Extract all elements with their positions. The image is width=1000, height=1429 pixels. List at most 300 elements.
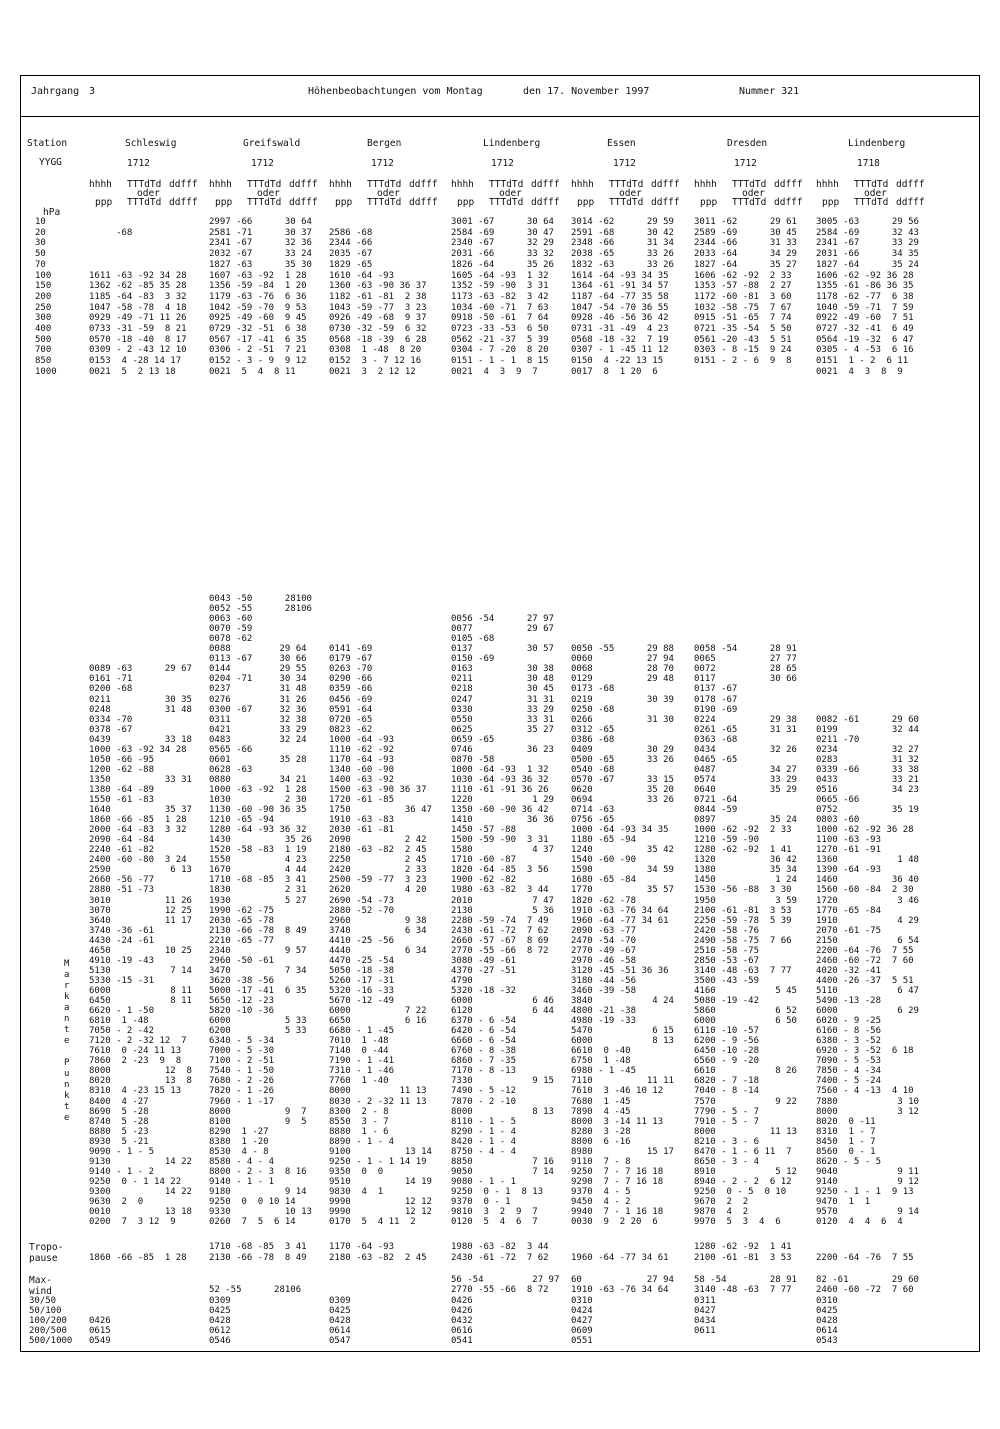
table-cell: 0309 (209, 1296, 231, 1306)
table-cell: 2460 -60 -72 7 60 (816, 1285, 914, 1295)
table-cell: 4800 -21 -38 (571, 1006, 637, 1017)
table-cell: 6750 1 -48 (571, 1056, 631, 1067)
table-cell: 0550 33 31 (451, 714, 554, 725)
table-cell: 2180 -63 -82 2 45 (329, 845, 427, 856)
table-cell: 2880 -52 -70 (329, 905, 395, 916)
table-cell: 0300 -67 32 36 (209, 704, 307, 715)
table-cell: 4790 (451, 975, 473, 986)
table-cell: 0561 -20 -43 5 51 (694, 334, 792, 345)
table-cell: 2589 -69 30 45 (694, 227, 797, 238)
table-cell: 1380 35 34 (694, 865, 797, 876)
table-cell: 0752 35 19 (816, 805, 919, 816)
table-cell: 1032 -58 -75 7 67 (694, 302, 792, 313)
table-cell: 1832 -63 33 26 (571, 259, 674, 270)
col-tttdtd: TTTdTd (127, 179, 162, 190)
table-cell: 9350 0 0 (329, 1166, 384, 1177)
table-cell: 7570 9 22 (694, 1096, 797, 1107)
table-cell: 1830 2 31 (209, 885, 307, 896)
table-cell: 1520 -58 -83 1 19 (209, 845, 307, 856)
pressure-level: 850 (35, 356, 52, 367)
col-tttdtd-2: TTTdTd (367, 197, 402, 208)
table-row (21, 1253, 979, 1264)
table-cell: 7760 1 -40 (329, 1076, 389, 1087)
table-cell: 3014 -62 29 59 (571, 217, 674, 227)
table-cell: 2660 -56 -77 (89, 875, 155, 886)
table-cell: 0425 (816, 1306, 838, 1316)
table-cell: 0547 (329, 1336, 351, 1346)
col-hhhh: hhhh (571, 179, 594, 190)
table-cell: 0727 -32 -41 6 49 (816, 324, 914, 334)
table-cell: 1000 -62 -92 36 28 (816, 825, 914, 836)
table-cell: 9100 13 14 (329, 1146, 432, 1157)
table-cell: 2770 -49 -67 (571, 945, 637, 956)
table-cell: 8000 11 13 (329, 1086, 427, 1097)
table-cell: 5860 6 52 (694, 1006, 797, 1017)
table-cell: 4370 -27 -51 (451, 965, 517, 976)
col-hhhh: hhhh (329, 179, 352, 190)
table-cell: 1034 -60 -71 7 63 (451, 302, 549, 313)
table-cell: 2240 -61 -82 (89, 845, 155, 856)
table-cell: 4020 -32 -41 (816, 965, 882, 976)
table-row (21, 356, 979, 367)
table-cell: 2581 -71 30 37 (209, 227, 312, 238)
table-cell: 2031 -66 33 32 (451, 249, 554, 260)
table-cell: 0163 30 38 (451, 664, 554, 675)
table-cell: 7000 - 5 -30 (209, 1046, 275, 1057)
table-cell: 4400 -26 -37 5 51 (816, 975, 914, 986)
table-cell: 0428 (329, 1316, 351, 1326)
table-cell: 0224 29 38 (694, 714, 797, 725)
col-tttdtd: TTTdTd (609, 179, 644, 190)
col-tttdtd-2: TTTdTd (489, 197, 524, 208)
table-cell: 0058 -54 28 91 (694, 644, 797, 655)
table-row (21, 292, 979, 303)
pressure-level: 1000 (35, 366, 57, 377)
table-cell: 2280 -59 -74 7 49 (451, 915, 549, 926)
table-cell: 8020 0 -11 (816, 1116, 876, 1127)
table-cell: 0330 33 29 (451, 704, 554, 715)
table-cell: 0309 - 2 -43 12 10 (89, 345, 187, 356)
table-cell: 2660 -57 -67 8 69 (451, 935, 549, 946)
table-cell: 1560 -60 -84 2 30 (816, 885, 914, 896)
table-cell: 8290 - 1 - 4 (451, 1126, 517, 1137)
table-cell: 5670 -12 -49 (329, 996, 395, 1006)
table-cell: 0263 -70 (329, 664, 373, 675)
table-cell: 3840 4 24 (571, 996, 674, 1006)
col-hhhh: hhhh (816, 179, 839, 190)
table-cell: 0465 -65 (694, 754, 738, 765)
table-cell: 9670 2 2 (694, 1197, 749, 1207)
table-cell: 7560 - 4 -13 4 10 (816, 1086, 914, 1097)
table-cell: 9570 9 14 (816, 1207, 919, 1218)
table-cell: 82 -61 29 60 (816, 1275, 919, 1285)
table-cell: 0082 -61 29 60 (816, 714, 919, 725)
maxwind-label: Max- wind (29, 1275, 52, 1297)
table-cell: 2960 -50 -61 (209, 955, 275, 966)
table-cell: 7680 - 2 -26 (209, 1076, 275, 1087)
col-ddfff: ddfff (774, 179, 803, 190)
table-cell: 6680 - 1 -45 (329, 1026, 395, 1037)
station-yygg: 1712 (613, 158, 636, 169)
table-cell: 8940 - 2 - 2 6 12 (694, 1176, 792, 1187)
table-cell: 0204 -71 30 34 (209, 674, 307, 685)
table-cell: 2420 2 33 (329, 865, 427, 876)
pressure-level: 70 (35, 259, 46, 270)
table-cell: 2038 -65 33 26 (571, 249, 674, 260)
table-cell: 8470 - 1 - 6 11 7 (694, 1146, 792, 1157)
table-cell: 8800 6 -16 (571, 1136, 631, 1147)
table-cell: 9140 - 1 - 1 (209, 1176, 275, 1187)
table-cell: 0721 -35 -54 5 50 (694, 324, 792, 334)
table-cell: 2090 -63 -77 (571, 925, 637, 936)
table-cell: 8910 5 12 (694, 1166, 797, 1177)
table-cell: 0021 4 3 8 9 (816, 366, 903, 377)
table-cell: 2770 -55 -66 8 72 (451, 945, 549, 956)
table-cell: 0218 30 45 (451, 684, 554, 695)
table-cell: 3500 -43 -59 (694, 975, 760, 986)
table-cell: 0918 -50 -61 7 64 (451, 313, 549, 324)
station-yygg: 1712 (734, 158, 757, 169)
table-cell: 2340 -67 32 29 (451, 238, 554, 249)
pressure-level: 250 (35, 302, 52, 313)
col-oder: oder (864, 188, 887, 199)
table-cell: 0150 -69 (451, 654, 495, 665)
table-cell: 7100 - 2 -51 (209, 1056, 275, 1067)
pressure-level: 50 (35, 249, 46, 260)
pressure-level: 700 (35, 345, 52, 356)
table-cell: 0211 -70 (816, 734, 860, 745)
table-cell: 2150 6 54 (816, 935, 919, 946)
table-cell: 7140 0 -44 (329, 1046, 389, 1057)
table-cell: 1750 36 47 (329, 805, 432, 816)
table-cell: 1000 -64 -93 (329, 734, 395, 745)
table-cell: 1360 1 48 (816, 855, 919, 866)
table-cell: 2584 -69 32 43 (816, 227, 919, 238)
table-cell: 7910 - 5 - 7 (694, 1116, 760, 1127)
pressure-level: 500 (35, 334, 52, 345)
table-cell: 0500 -65 33 26 (571, 754, 674, 765)
table-cell: 0151 - 1 - 1 8 15 (451, 356, 549, 367)
table-cell: 0141 -69 (329, 644, 373, 655)
pressure-level: 400 (35, 324, 52, 334)
table-cell: 6810 1 -48 (89, 1016, 149, 1027)
table-cell: 1827 -64 35 24 (816, 259, 919, 270)
station-name: Dresden (727, 138, 768, 149)
table-cell: 1173 -63 -82 3 42 (451, 291, 549, 302)
table-cell: 8030 - 2 -32 11 13 (329, 1096, 427, 1107)
table-cell: 5470 6 15 (571, 1026, 674, 1037)
table-cell: 7960 - 1 -17 (209, 1096, 275, 1107)
table-cell: 1170 -64 -93 (329, 754, 395, 765)
table-cell: 2344 -66 31 33 (694, 238, 797, 249)
table-cell: 6420 - 6 -54 (451, 1026, 517, 1037)
table-cell: 9370 0 - 1 (451, 1197, 511, 1207)
table-cell: 0549 (89, 1336, 111, 1346)
table-cell: 0304 - 7 -20 8 20 (451, 345, 549, 356)
table-cell: 0306 - 2 -51 7 21 (209, 345, 307, 356)
table-cell: 2031 -66 34 35 (816, 249, 919, 260)
table-cell: 0120 5 4 6 7 (451, 1217, 538, 1228)
table-cell: 0516 34 23 (816, 784, 919, 795)
table-cell: 0567 -17 -41 6 35 (209, 334, 307, 345)
table-cell: 1390 -64 -93 (816, 865, 882, 876)
table-cell: 0434 (694, 1316, 716, 1326)
table-cell: 3740 -36 -61 (89, 925, 155, 936)
table-cell: 52 -55 28106 (209, 1285, 302, 1295)
table-cell: 8000 9 7 (209, 1106, 307, 1117)
col-tttdtd: TTTdTd (247, 179, 282, 190)
table-cell: 0694 33 26 (571, 795, 674, 805)
table-cell: 1042 -59 -70 9 53 (209, 302, 307, 313)
table-cell: 1670 4 44 (209, 865, 307, 876)
station-yygg: 1718 (857, 158, 880, 169)
col-ddfff-2: ddfff (169, 197, 198, 208)
table-cell: 9250 0 - 1 14 22 (89, 1176, 182, 1187)
table-cell: 0248 31 48 (89, 704, 192, 715)
table-cell: 0063 -60 (209, 614, 253, 625)
table-cell: 0043 -50 28100 (209, 594, 312, 604)
table-cell: 8400 4 -27 (89, 1096, 149, 1107)
table-cell: 0425 (329, 1306, 351, 1316)
table-cell: 6610 8 26 (694, 1066, 797, 1077)
report-title: Höhenbeobachtungen vom Montag (308, 86, 483, 97)
table-row (21, 217, 979, 228)
table-cell: 0311 (694, 1296, 716, 1306)
table-cell: 4160 5 45 (694, 985, 797, 996)
table-cell: 1607 -63 -92 1 28 (209, 270, 307, 281)
table-cell: 3640 11 17 (89, 915, 192, 926)
table-cell: 6980 - 1 -45 (571, 1066, 637, 1077)
table-cell: 0200 7 3 12 9 (89, 1217, 176, 1228)
col-ddfff: ddfff (169, 179, 198, 190)
report-number: Nummer 321 (739, 86, 800, 97)
table-cell: 1829 -65 (329, 259, 373, 270)
table-cell: 1450 1 24 (694, 875, 797, 886)
table-cell: 0339 -66 33 38 (816, 764, 919, 775)
table-cell: 6000 8 11 (89, 985, 192, 996)
table-cell: 1540 -60 -90 (571, 855, 637, 866)
col-ppp: ppp (335, 197, 353, 208)
table-cell: 1770 -65 -84 (816, 905, 882, 916)
table-cell: 2090 -64 -84 (89, 835, 155, 846)
table-cell: 6120 6 44 (451, 1006, 554, 1017)
table-cell: 5320 -18 -32 (451, 985, 517, 996)
table-cell: 1270 -61 -91 (816, 845, 882, 856)
table-cell: 1110 -62 -92 (329, 744, 395, 755)
table-cell: 0386 -68 (571, 734, 615, 745)
table-cell: 0591 -64 (329, 704, 373, 715)
table-cell: 7090 - 5 -53 (816, 1056, 882, 1067)
table-cell: 8110 - 1 - 5 (451, 1116, 517, 1127)
table-cell: 0540 -68 (571, 764, 615, 775)
table-cell: 6110 -10 -57 (694, 1026, 760, 1037)
table-cell: 8450 1 - 7 (816, 1136, 876, 1147)
table-cell: 1240 35 42 (571, 845, 674, 856)
table-cell: 0870 -58 (451, 754, 495, 765)
col-ddfff-2: ddfff (289, 197, 318, 208)
table-cell: 9290 7 - 7 16 18 (571, 1176, 664, 1187)
table-cell: 9140 9 12 (816, 1176, 919, 1187)
table-cell: 0247 31 31 (451, 694, 554, 705)
table-cell: 1430 35 26 (209, 835, 312, 846)
col-ppp: ppp (95, 197, 113, 208)
table-row (21, 271, 979, 282)
yygg-label: YYGG (39, 157, 62, 168)
station-yygg: 1712 (127, 158, 150, 169)
table-cell: 0659 -65 (451, 734, 495, 745)
station-name: Lindenberg (483, 138, 541, 149)
table-cell: 1910 -63 -83 (329, 815, 395, 826)
tropopause-label: Tropo- pause (29, 1242, 64, 1264)
table-cell: 2490 -58 -75 7 66 (694, 935, 792, 946)
table-cell: 0456 -69 (329, 694, 373, 705)
table-cell: 1320 36 42 (694, 855, 797, 866)
table-cell: 8560 0 - 1 (816, 1146, 876, 1157)
table-cell: 1460 36 40 (816, 875, 919, 886)
table-cell: 1820 -64 -85 3 56 (451, 865, 549, 876)
table-cell: 2586 -68 (329, 227, 373, 238)
table-cell: 8740 5 -28 (89, 1116, 149, 1127)
table-cell: 0219 30 39 (571, 694, 674, 705)
table-cell: 6020 - 9 -25 (816, 1016, 882, 1027)
table-cell: 2100 -61 -81 3 53 (694, 905, 792, 916)
station-name: Bergen (367, 138, 402, 149)
table-cell: 0433 33 21 (816, 774, 919, 785)
table-cell: 1590 34 59 (571, 865, 674, 876)
table-cell: 6760 - 8 -38 (451, 1046, 517, 1057)
table-row (21, 238, 979, 249)
table-cell: 2250 2 45 (329, 855, 427, 866)
table-cell: 2344 -66 (329, 238, 373, 249)
table-cell: 1550 -61 -83 (89, 795, 155, 805)
table-cell: 8000 8 13 (451, 1106, 554, 1117)
table-cell: 0665 -66 (816, 795, 860, 805)
table-cell: 0880 34 21 (209, 774, 307, 785)
table-cell: 1614 -64 -93 34 35 (571, 270, 669, 281)
table-cell: 2032 -67 33 24 (209, 249, 312, 260)
col-ppp: ppp (215, 197, 233, 208)
station-name: Lindenberg (848, 138, 906, 149)
table-cell: 1611 -63 -92 34 28 (89, 270, 187, 281)
pressure-level: 10 (35, 217, 46, 227)
table-cell: 0068 28 70 (571, 664, 674, 675)
table-cell: 0574 33 29 (694, 774, 797, 785)
table-cell: 2070 -61 -75 (816, 925, 882, 936)
table-cell: 2460 -60 -72 7 60 (816, 955, 914, 966)
table-cell: 5050 -18 -38 (329, 965, 395, 976)
table-cell: 3140 -48 -63 7 77 (694, 965, 792, 976)
table-row (21, 324, 979, 335)
table-cell: 2997 -66 30 64 (209, 217, 312, 227)
table-cell: 2030 -61 -81 (329, 825, 395, 836)
table-cell: 7870 - 2 -10 (451, 1096, 517, 1107)
table-cell: 8980 15 17 (571, 1146, 674, 1157)
table-cell: 0308 1 -48 8 20 (329, 345, 422, 356)
report-sheet (20, 75, 980, 1352)
table-cell: 1350 -60 -90 36 42 (451, 805, 549, 816)
table-cell: 1720 3 46 (816, 895, 919, 906)
table-cell: 1182 -61 -81 2 38 (329, 291, 427, 302)
table-cell: 1187 -64 -77 35 58 (571, 291, 669, 302)
col-ddfff-2: ddfff (409, 197, 438, 208)
col-hhhh: hhhh (89, 179, 112, 190)
table-cell: 7850 - 4 -34 (816, 1066, 882, 1077)
table-cell: 0199 32 44 (816, 724, 919, 735)
table-cell: 2470 -54 -70 (571, 935, 637, 946)
table-cell: 1000 -63 -92 34 28 (89, 744, 187, 755)
table-cell: 0144 29 55 (209, 664, 307, 675)
table-cell: 3470 7 34 (209, 965, 307, 976)
table-cell: 1340 -60 -90 (329, 764, 395, 775)
table-cell: 0309 (329, 1296, 351, 1306)
table-cell: 1280 -64 -93 36 32 (209, 825, 307, 836)
table-cell: 1043 -59 -77 3 23 (329, 302, 427, 313)
table-cell: 1352 -59 -90 3 31 (451, 281, 549, 292)
table-cell: 7860 2 -23 9 8 (89, 1056, 182, 1067)
table-cell: 9510 14 19 (329, 1176, 432, 1187)
table-cell: 6000 5 33 (209, 1016, 307, 1027)
table-cell: 1980 -63 -82 3 44 (451, 885, 549, 896)
col-tttdtd: TTTdTd (489, 179, 524, 190)
table-cell: 2850 -53 -67 (694, 955, 760, 966)
station-name: Schleswig (125, 138, 177, 149)
table-cell: 0137 30 57 (451, 644, 554, 655)
table-cell: 7010 1 -48 (329, 1036, 389, 1047)
table-cell: 1380 -64 -89 (89, 784, 155, 795)
table-cell: 0017 8 1 20 6 (571, 366, 658, 377)
table-cell: 1100 -63 -93 (816, 835, 882, 846)
table-cell: 2180 -63 -82 2 45 (329, 1253, 427, 1263)
table-cell: 1210 -65 -94 (209, 815, 275, 826)
table-cell: 9250 0 0 10 14 (209, 1197, 296, 1207)
table-cell: 6450 8 11 (89, 996, 192, 1006)
table-cell: 0261 -65 31 31 (694, 724, 797, 735)
table-cell: 1720 -61 -85 (329, 795, 395, 805)
table-cell: 0625 35 27 (451, 724, 554, 735)
table-cell: 1980 -63 -82 3 44 (451, 1242, 549, 1252)
table-cell: 1820 -62 -78 (571, 895, 637, 906)
table-cell: 0897 35 24 (694, 815, 797, 826)
table-cell: 0359 -66 (329, 684, 373, 695)
table-cell: 7310 - 1 -46 (329, 1066, 395, 1077)
table-cell: 0424 (571, 1306, 593, 1316)
table-cell: 3070 12 25 (89, 905, 192, 916)
table-cell: 5130 7 14 (89, 965, 192, 976)
table-cell: 0190 -69 (694, 704, 738, 715)
hpa-label: hPa (43, 207, 61, 218)
table-cell: 1500 -59 -90 3 31 (451, 835, 549, 846)
table-cell: 5080 -19 -42 (694, 996, 760, 1006)
table-cell: 8880 1 - 6 (329, 1126, 389, 1137)
table-cell: 2960 9 38 (329, 915, 427, 926)
pressure-level: 300 (35, 313, 52, 324)
table-cell: 1550 4 23 (209, 855, 307, 866)
col-ddfff: ddfff (651, 179, 680, 190)
table-cell: 0078 -62 (209, 634, 253, 645)
table-cell: 0150 4 -22 13 15 (571, 356, 664, 367)
table-cell: 7790 - 5 - 7 (694, 1106, 760, 1117)
table-cell: 0060 27 94 (571, 654, 674, 665)
table-row (21, 313, 979, 324)
table-cell: 0601 35 28 (209, 754, 307, 765)
table-cell: 1990 -62 -75 (209, 905, 275, 916)
table-cell: 0546 (209, 1336, 231, 1346)
table-cell: 8310 1 - 7 (816, 1126, 876, 1137)
table-cell: 9250 - 1 - 1 14 19 (329, 1156, 427, 1167)
table-cell: 0483 32 24 (209, 734, 307, 745)
shear-label: 500/1000 (29, 1336, 73, 1346)
col-tttdtd: TTTdTd (732, 179, 767, 190)
